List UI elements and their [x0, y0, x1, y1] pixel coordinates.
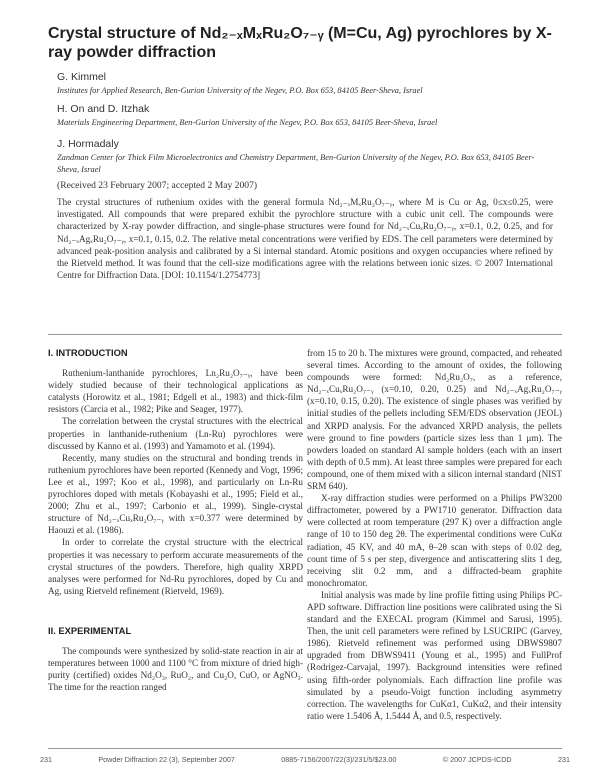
- affiliation-2: Materials Engineering Department, Ben-Gurion University of the Negev, P.O. Box 653, 84105 Beer-Sheva, Israel: [57, 118, 438, 127]
- divider-top: [48, 334, 562, 335]
- section-heading-introduction: I. INTRODUCTION: [48, 347, 128, 358]
- author-1: G. Kimmel: [57, 71, 107, 83]
- paragraph: In order to correlate the crystal structure with the electrical properties it was necessary to perform accurate measurements of the crystal structures of the powders. Therefore, high quality XRPD analyses were performed for Nd-Ru pyrochlores, doped by Cu and Ag, using Rietveld refinement (Rietveld, 1969).: [48, 537, 303, 596]
- paragraph: X-ray diffraction studies were performed on a Philips PW3200 diffractometer, powered by a PW1710 generator. Diffraction data were collected at room temperature (297 K) over a diffraction angle range of 10 to 150 deg 2θ. The experimental conditions were CuKα radiation, 45 KV, and 40 mA, θ–2θ scan with steps of 0.02 deg, count time of 5 s per step, divergence and antiscattering slits 1 deg, receiving slit 0.2 mm, and a diffracted-beam graphite monochromator.: [307, 493, 562, 588]
- paragraph: The correlation between the crystal structures with the electrical properties in lanthanide-ruthenium (Ln-Ru) pyrochlores were discussed by Kanno et al. (1993) and Yamamoto et al. (1994).: [48, 416, 303, 451]
- author-3: J. Hormadaly: [57, 138, 119, 150]
- divider-bottom: [48, 748, 562, 749]
- paragraph: Ruthenium-lanthanide pyrochlores, Ln₂Ru₂O₇₋ᵧ, have been widely studied because of their technological applications as catalysts (Horowitz et al., 1981; Edgell et al., 1983) and thick-film resistors (Carcia et al., 1982; Pike and Seager, 1977).: [48, 368, 303, 415]
- paragraph: from 15 to 20 h. The mixtures were ground, compacted, and reheated several times. According to the amount of oxides, the following compounds were formed: Nd₂Ru₂O₇, as a reference, Nd₂₋ₓCuₓRu₂O₇₋ᵧ (x=0.10, 0.20, 0.25) and Nd₂₋ₓAgₓRu₂O₇₋ᵧ (x=0.10, 0.15, 0.20). The existence of single phases was verified by initial studies of the pellets including SEM/EDS observation (JEOL) and XRPD analysis. For the advanced XRPD analysis, the pellets were ground to fine powders (particle sizes less than 1 μm). The powders loaded on standard Al sample holders (each with an insert with depth of 0.5 mm). At least three samples were prepared for each compound, one of them mixed with a silicon internal standard (NIST SRM 640).: [307, 348, 562, 492]
- affiliation-3: Zandman Center for Thick Film Microelectronics and Chemistry Department, Ben-Gurion University of the Negev, P.O. Box 653, 84105 Beer-Sheva, Israel: [57, 153, 535, 174]
- received-dates: (Received 23 February 2007; accepted 2 May 2007): [57, 180, 258, 191]
- section-heading-experimental: II. EXPERIMENTAL: [48, 624, 132, 636]
- page-footer: [40, 755, 570, 764]
- author-2: H. On and D. Itzhak: [57, 103, 150, 115]
- issn-code: 0885-7156/2007/22(3)/231/5/$23.00: [281, 755, 397, 764]
- paragraph: The compounds were synthesized by solid-state reaction in air at temperatures between 1000 and 1100 °C from mixture of dried high-purity (certified) oxides Nd₂O₃, RuO₂, and Cu₂O, CuO, or AgNO₃. The time for the reaction ranged: [48, 645, 303, 693]
- page-number-left: 231: [40, 755, 52, 764]
- article-title: Crystal structure of Nd₂₋ₓMₓRu₂O₇₋ᵧ (M=Cu, Ag) pyrochlores by X-ray powder diffraction: [48, 25, 552, 61]
- affiliation-1: Institutes for Applied Research, Ben-Gurion University of the Negev, P.O. Box 653, 84105 Beer-Sheva, Israel: [57, 86, 423, 95]
- copyright: © 2007 JCPDS-ICDD: [442, 755, 512, 764]
- page-number-right: 231: [558, 755, 570, 764]
- left-column: [48, 347, 303, 693]
- abstract: The crystal structures of ruthenium oxides with the general formula Nd₂₋ₓMₓRu₂O₇₋ᵧ, where M is Cu or Ag, 0≤x≤0.25, were investigated. All compounds that were prepared exhibit the pyrochlore structure with a cubic unit cell. The compounds were characterized by X-ray powder diffraction, and single-phase structures were found for Nd₂₋ₓCuₓRu₂O₇₋ᵧ, x=0.1, 0.2, 0.25, and for Nd₂₋ₓAgₓRu₂O₇₋ᵧ, x=0.1, 0.15, 0.2. The relative metal concentrations were verified by EDS. The cell parameters were determined by advanced peak-position analysis and calibrated by a Si internal standard. Atomic positions and oxygen occupancies where refined by the Rietveld method. It was found that the cell-size modifications agree with the relations between ionic sizes. © 2007 International Centre for Diffraction Data. [DOI: 10.1154/1.2754773]: [57, 197, 553, 281]
- right-column: [307, 347, 562, 722]
- journal-citation: Powder Diffraction 22 (3), September 2007: [98, 755, 235, 764]
- paragraph: Initial analysis was made by line profile fitting using Philips PC-APD software. Diffraction line positions were calibrated using the Si standard and the EXECAL program (Kimmel and Sarusi, 1995). Then, the unit cell parameters were refined by LSUCRIPC (Garvey, 1986). Rietveld refinement was performed using DBWS9807 upgraded from DBWS9411 (Young et al., 1995) and FullProf (Rodrigez-Carvajal, 1997). Background intensities were refined using fifth-order polynomials. Each diffraction line profile was simulated by a pseudo-Voigt function including asymmetry correction. The wavelengths for CuKα1, CuKα2, and their intensity ratio were 1.5406 Å, 1.5444 Å, and 0.5, respectively.: [307, 589, 562, 721]
- paragraph: Recently, many studies on the structural and bonding trends in ruthenium pyrochlores have been reported (Kennedy and Vogt, 1996; Lee et al., 1997; Koo et al., 1998), and particularly on Ln-Ru pyrochlores doped with metals (Kobayashi et al., 1995; Field et al., 2000; Zhu et al., 1997; Carbonio et al., 1999). Single-crystal structure of Nd₂₋ₓCuₓRu₂O₇₋ᵧ with x=0.377 were determined by Haouzi et al. (1986).: [48, 452, 303, 536]
